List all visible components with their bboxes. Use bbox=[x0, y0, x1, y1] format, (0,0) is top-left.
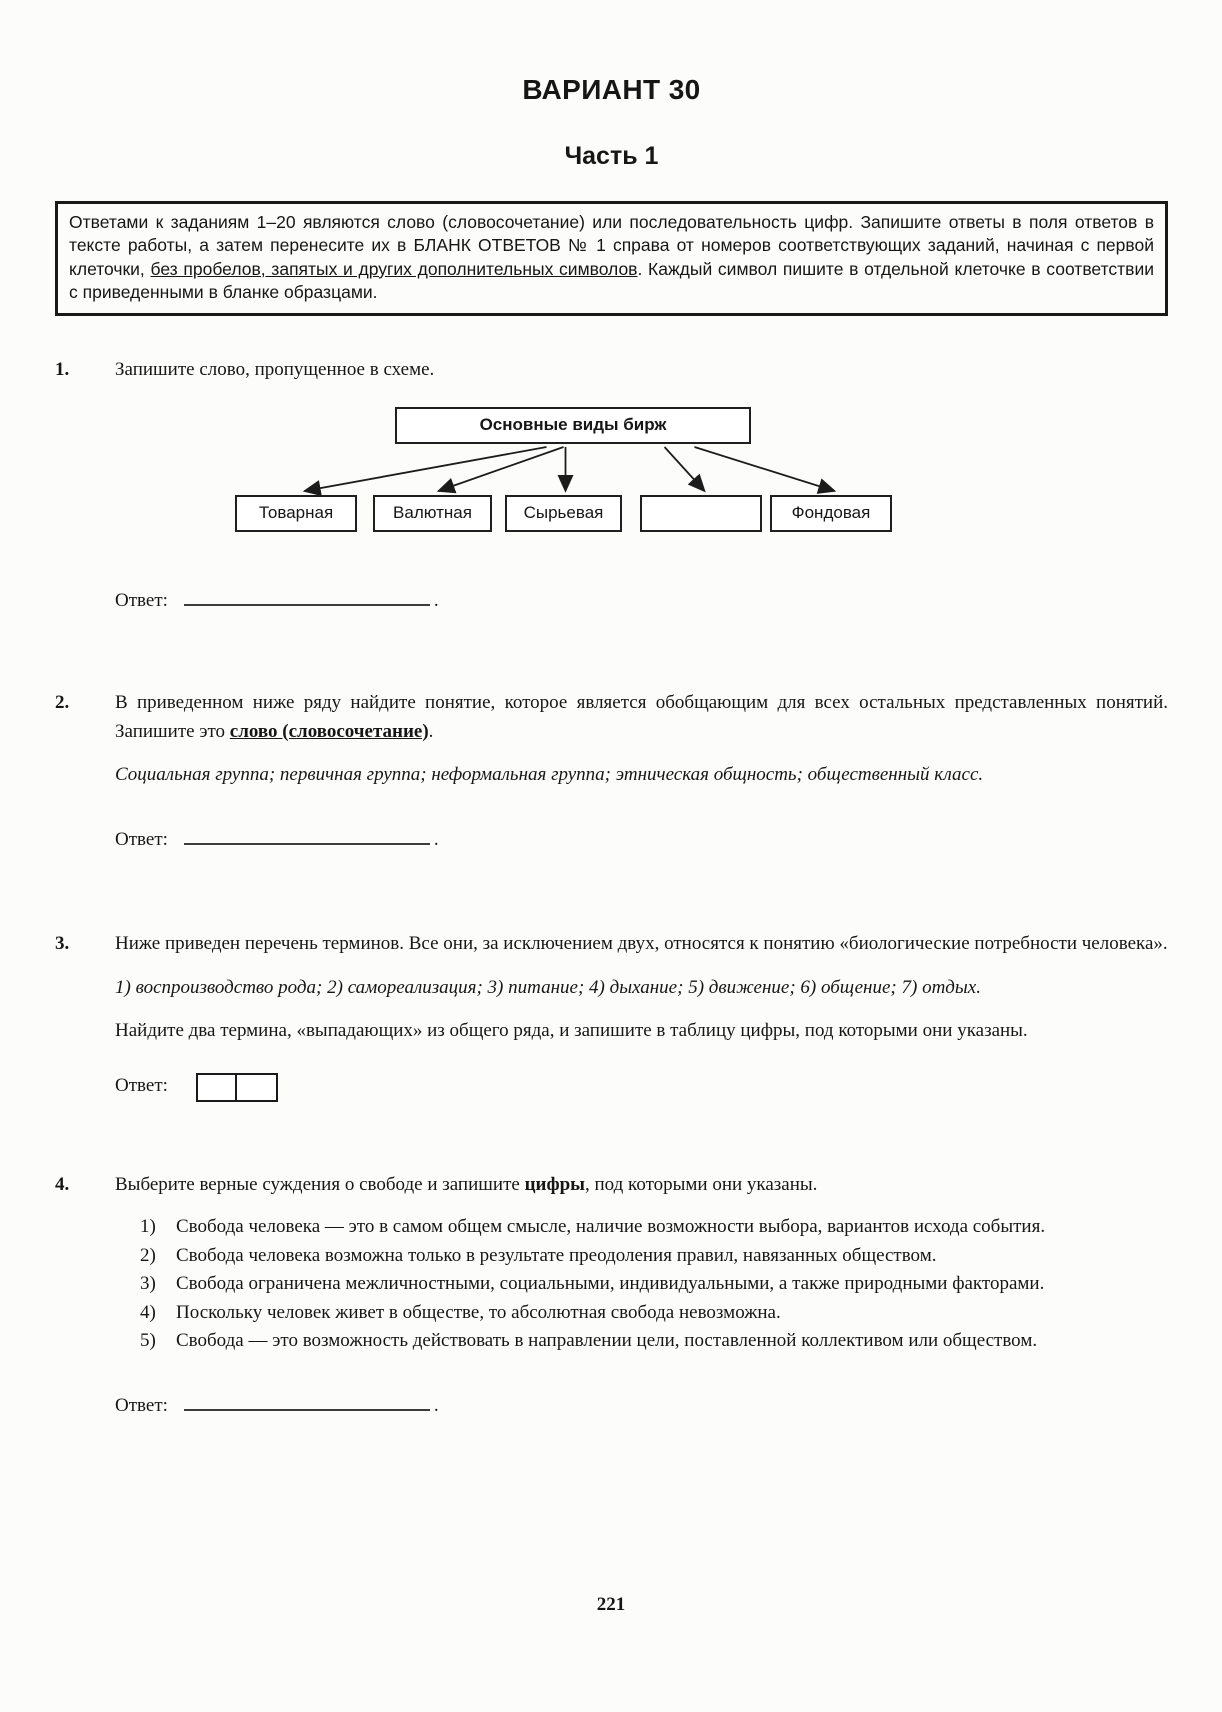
question-3-number: 3. bbox=[55, 933, 70, 955]
question-2-answer-label: Ответ: bbox=[115, 828, 168, 850]
question-2-answer-suffix: . bbox=[433, 828, 439, 850]
statement-2-text: Свобода человека возможна только в результате преодоления правил, навязанных обществом. bbox=[176, 1244, 937, 1266]
question-3-answer-table bbox=[196, 1073, 278, 1102]
question-2-term-list: Социальная группа; первичная группа; неформальная группа; этническая общность; общественный класс. bbox=[115, 764, 984, 786]
diagram-child-box-2: Валютная bbox=[373, 495, 492, 532]
diagram-child-box-3: Сырьевая bbox=[505, 495, 622, 532]
scheme-diagram bbox=[115, 407, 1168, 535]
instructions-text-before: Ответами к заданиям 1–20 являются слово (словосочетание) или последовательность цифр. Запишите ответы в поля ответов в тексте работы, а затем перенесите их в БЛАНК ОТВЕТОВ № 1 справа от номеров соответствующих заданий, начиная с первой клеточки, bbox=[69, 212, 1154, 279]
instructions-text-after: . Каждый символ пишите в отдельной клеточке в соответствии с приведенными в бланке образцами. bbox=[69, 258, 1155, 302]
statement-2 bbox=[140, 1242, 1168, 1271]
statement-1-number: 1) bbox=[140, 1216, 156, 1238]
question-1-answer-row bbox=[115, 587, 1168, 616]
statement-4-number: 4) bbox=[140, 1301, 156, 1323]
statement-5-number: 5) bbox=[140, 1330, 156, 1352]
question-1 bbox=[55, 356, 1168, 615]
question-1-text: Запишите слово, пропущенное в схеме. bbox=[115, 359, 435, 381]
question-4-answer-blank bbox=[184, 1395, 430, 1411]
question-3 bbox=[55, 930, 1168, 1101]
statement-5-text: Свобода — это возможность действовать в направлении цели, поставленной коллективом или обществом. bbox=[176, 1330, 1038, 1352]
question-2-text-before: В приведенном ниже ряду найдите понятие, которое является обобщающим для всех остальных представленных понятий. Запишите это bbox=[115, 692, 1168, 742]
question-4-number: 4. bbox=[55, 1173, 70, 1195]
question-3-answer-cell-1 bbox=[196, 1073, 237, 1102]
question-3-text2: Найдите два термина, «выпадающих» из общего ряда, и запишите в таблицу цифры, под которыми они указаны. bbox=[115, 1020, 1028, 1042]
statement-3 bbox=[140, 1270, 1168, 1299]
question-1-answer-blank bbox=[184, 590, 430, 606]
variant-title: ВАРИАНТ 30 bbox=[522, 74, 701, 105]
statement-4-text: Поскольку человек живет в обществе, то абсолютная свобода невозможна. bbox=[176, 1301, 781, 1323]
instructions-text-underlined: без пробелов, запятых и других дополнительных символов bbox=[150, 258, 638, 279]
question-3-term-list: 1) воспроизводство рода; 2) самореализация; 3) питание; 4) дыхание; 5) движение; 6) общение; 7) отдых. bbox=[115, 976, 981, 998]
statement-3-text: Свобода ограничена межличностными, социальными, индивидуальными, а также природными факторами. bbox=[176, 1273, 1045, 1295]
question-3-answer-row bbox=[115, 1072, 1168, 1101]
question-4-text-before: Выберите верные суждения о свободе и запишите bbox=[115, 1173, 525, 1195]
question-4 bbox=[55, 1171, 1168, 1421]
statement-4 bbox=[140, 1299, 1168, 1328]
instructions-box bbox=[55, 201, 1168, 316]
question-4-text bbox=[115, 1171, 1168, 1200]
question-2-text bbox=[115, 689, 1168, 746]
question-3-answer-cell-2 bbox=[237, 1073, 278, 1102]
question-1-number: 1. bbox=[55, 359, 70, 381]
question-2-answer-blank bbox=[184, 829, 430, 845]
question-4-text-after: , под которыми они указаны. bbox=[585, 1173, 818, 1195]
question-2-answer-row bbox=[115, 826, 1168, 855]
question-4-statements bbox=[115, 1213, 1168, 1356]
statement-2-number: 2) bbox=[140, 1244, 156, 1266]
diagram-root-box: Основные виды бирж bbox=[395, 407, 751, 444]
question-3-text: Ниже приведен перечень терминов. Все они, за исключением двух, относятся к понятию «биологические потребности человека». bbox=[115, 933, 1168, 955]
question-1-answer-suffix: . bbox=[433, 589, 439, 611]
question-4-text-bold: цифры bbox=[524, 1173, 586, 1195]
question-2-text-emphasis: слово (словосочетание) bbox=[229, 720, 429, 742]
statement-5 bbox=[140, 1327, 1168, 1356]
statement-1 bbox=[140, 1213, 1168, 1242]
question-2 bbox=[55, 689, 1168, 854]
question-2-text-after: . bbox=[428, 720, 434, 742]
question-1-answer-label: Ответ: bbox=[115, 589, 168, 611]
diagram-child-box-5: Фондовая bbox=[770, 495, 892, 532]
statement-1-text: Свобода человека — это в самом общем смысле, наличие возможности выбора, вариантов исхода события. bbox=[176, 1216, 1046, 1238]
question-4-answer-row bbox=[115, 1392, 1168, 1421]
diagram-child-box-empty bbox=[640, 495, 762, 532]
question-3-answer-label: Ответ: bbox=[115, 1074, 168, 1096]
question-4-answer-label: Ответ: bbox=[115, 1394, 168, 1416]
page-number: 221 bbox=[596, 1594, 626, 1615]
question-4-answer-suffix: . bbox=[433, 1394, 439, 1416]
question-2-number: 2. bbox=[55, 692, 70, 714]
part-title: Часть 1 bbox=[564, 142, 659, 170]
statement-3-number: 3) bbox=[140, 1273, 156, 1295]
diagram-child-box-1: Товарная bbox=[235, 495, 357, 532]
